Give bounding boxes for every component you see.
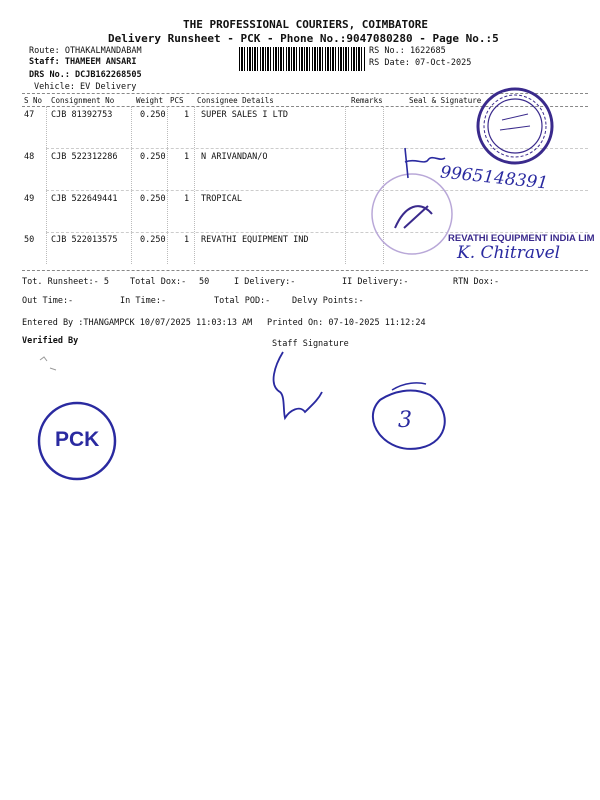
company-stamp-text: REVATHI EQUIPMENT INDIA LIM bbox=[448, 233, 595, 244]
vehicle-label: Vehicle: EV Delivery bbox=[34, 82, 137, 92]
col-consignment: Consignment No bbox=[51, 96, 115, 105]
row-consignment: CJB 522312286 bbox=[51, 152, 118, 162]
drs-number: DRS No.: DCJB162268505 bbox=[29, 70, 142, 80]
printed-on: Printed On: 07-10-2025 11:12:24 bbox=[267, 318, 426, 328]
handwritten-phone: 9965148391 bbox=[439, 162, 549, 194]
row-weight: 0.250 bbox=[140, 110, 166, 120]
runsheet-title: Delivery Runsheet - PCK - Phone No.:9047080280 - Page No.:5 bbox=[108, 32, 499, 45]
total-pod: Total POD:- bbox=[214, 296, 271, 306]
route-label: Route: OTHAKALMANDABAM bbox=[29, 46, 142, 56]
col-pcs: PCS bbox=[170, 96, 184, 105]
row-consignee: SUPER SALES I LTD bbox=[201, 110, 288, 120]
tot-runsheet: Tot. Runsheet:- 5 bbox=[22, 277, 109, 287]
row-sno: 48 bbox=[24, 152, 35, 162]
row-weight: 0.250 bbox=[140, 152, 166, 162]
verified-by-label: Verified By bbox=[22, 336, 79, 346]
company-title: THE PROFESSIONAL COURIERS, COIMBATORE bbox=[183, 18, 429, 31]
col-sno: S No bbox=[24, 96, 43, 105]
row-sno: 49 bbox=[24, 194, 35, 204]
total-dox-label: Total Dox:- bbox=[130, 277, 187, 287]
i-delivery: I Delivery:- bbox=[234, 277, 296, 287]
row-consignee: TROPICAL bbox=[201, 194, 242, 204]
staff-signature-scribble bbox=[274, 352, 322, 418]
in-time: In Time:- bbox=[120, 296, 167, 306]
col-remarks: Remarks bbox=[351, 96, 383, 105]
verified-mark bbox=[40, 357, 56, 370]
row-consignee: REVATHI EQUIPMENT IND bbox=[201, 235, 309, 245]
row-pcs: 1 bbox=[184, 110, 190, 120]
row-consignment: CJB 522013575 bbox=[51, 235, 118, 245]
total-dox-value: 50 bbox=[199, 277, 210, 287]
handwritten-signer: K. Chitravel bbox=[457, 243, 561, 263]
round-seal-stamp bbox=[478, 89, 552, 163]
row-sno: 50 bbox=[24, 235, 35, 245]
row-consignee: N ARIVANDAN/O bbox=[201, 152, 268, 162]
rs-number: RS No.: 1622685 bbox=[369, 46, 446, 56]
row-pcs: 1 bbox=[184, 235, 190, 245]
col-seal: Seal & Signature bbox=[409, 96, 482, 105]
row-sno: 47 bbox=[24, 110, 35, 120]
rtn-dox: RTN Dox:- bbox=[453, 277, 500, 287]
staff-label: Staff: THAMEEM ANSARI bbox=[29, 57, 137, 67]
circled-number: 3 bbox=[398, 408, 412, 433]
staff-signature-label: Staff Signature bbox=[272, 339, 349, 349]
row-pcs: 1 bbox=[184, 152, 190, 162]
row-weight: 0.250 bbox=[140, 235, 166, 245]
col-weight: Weight bbox=[136, 96, 164, 105]
rs-date: RS Date: 07-Oct-2025 bbox=[369, 58, 472, 68]
ii-delivery: II Delivery:- bbox=[342, 277, 409, 287]
col-consignee: Consignee Details bbox=[197, 96, 274, 105]
pck-stamp-text: PCK bbox=[55, 428, 100, 451]
row-consignment: CJB 522649441 bbox=[51, 194, 118, 204]
faint-seal-stamp bbox=[372, 174, 452, 254]
delvy-points: Delvy Points:- bbox=[292, 296, 364, 306]
out-time: Out Time:- bbox=[22, 296, 74, 306]
row-weight: 0.250 bbox=[140, 194, 166, 204]
entered-by: Entered By :THANGAMPCK 10/07/2025 11:03:13 AM bbox=[22, 318, 253, 328]
row-consignment: CJB 81392753 bbox=[51, 110, 113, 120]
row-pcs: 1 bbox=[184, 194, 190, 204]
